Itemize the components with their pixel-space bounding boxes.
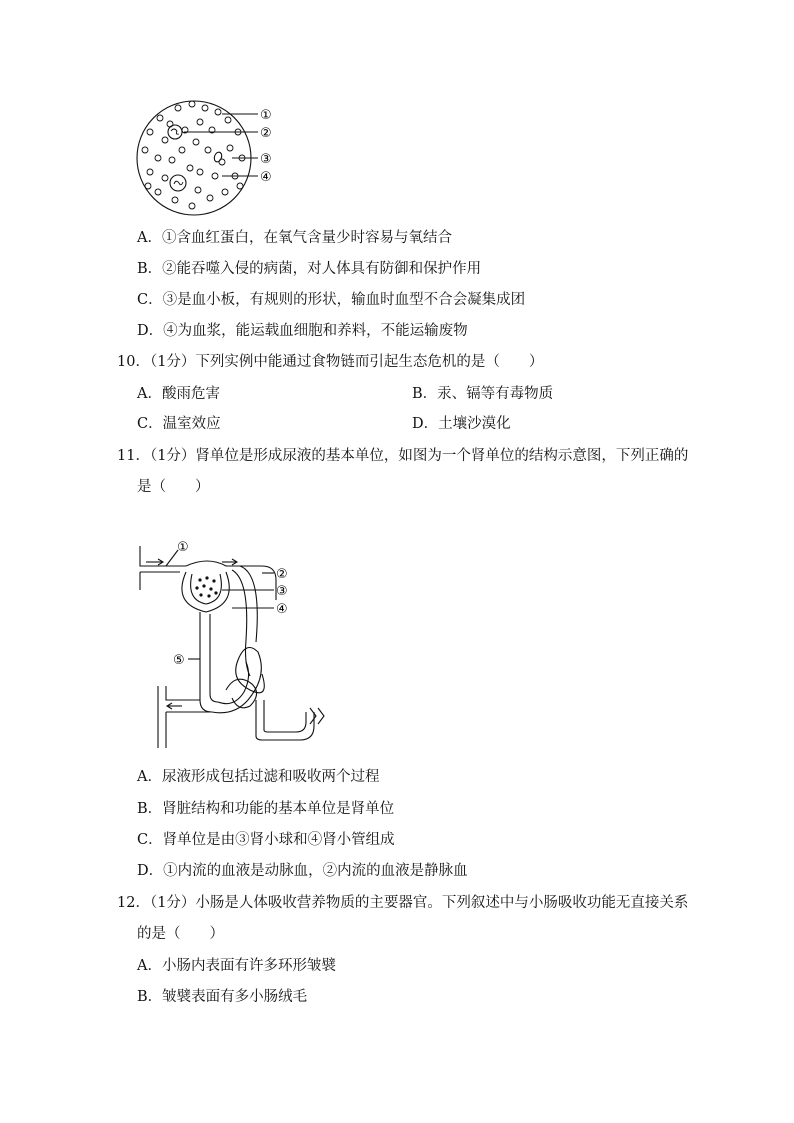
fig2-label-3: ③ xyxy=(276,584,288,599)
q9-option-b: B．②能吞噬入侵的病菌，对人体具有防御和保护作用 xyxy=(137,261,482,277)
q11-option-b: B．肾脏结构和功能的基本单位是肾单位 xyxy=(137,801,395,817)
q11-option-d: D．①内流的血液是动脉血，②内流的血液是静脉血 xyxy=(137,863,468,879)
fig2-label-5: ⑤ xyxy=(173,653,185,668)
fig2-label-4: ④ xyxy=(276,602,288,617)
q12-stem-line2: 的是（ ） xyxy=(137,926,224,942)
q10-option-d: D．土壤沙漠化 xyxy=(412,416,511,432)
q12-option-a: A．小肠内表面有许多环形皱襞 xyxy=(137,958,336,974)
q10-option-a: A．酸雨危害 xyxy=(137,386,220,402)
q9-option-a: A．①含血红蛋白，在氧气含量少时容易与氧结合 xyxy=(137,230,452,246)
white-blood-cell xyxy=(170,175,186,191)
nephron-figure xyxy=(140,546,324,748)
q9-option-c: C．③是血小板，有规则的形状，输血时血型不合会凝集成团 xyxy=(137,292,526,308)
q11-stem-line1: 11．（1分）肾单位是形成尿液的基本单位，如图为一个肾单位的结构示意图，下列正确的 xyxy=(117,448,689,464)
fig1-label-4: ④ xyxy=(260,170,272,185)
fig1-label-2: ② xyxy=(260,126,272,141)
fig1-label-3: ③ xyxy=(260,152,272,167)
q12-option-b: B．皱襞表面有多小肠绒毛 xyxy=(137,989,308,1005)
q10-option-c: C．温室效应 xyxy=(137,416,221,432)
platelet xyxy=(213,151,223,163)
q10-option-b: B．汞、镉等有毒物质 xyxy=(412,386,554,402)
fig1-label-1: ① xyxy=(260,108,272,123)
q9-option-d: D．④为血浆，能运载血细胞和养料，不能运输废物 xyxy=(137,323,468,339)
q10-stem: 10．（1分）下列实例中能通过食物链而引起生态危机的是（ ） xyxy=(117,354,544,370)
q12-stem-line1: 12．（1分）小肠是人体吸收营养物质的主要器官。下列叙述中与小肠吸收功能无直接关系 xyxy=(117,895,689,911)
red-blood-cells xyxy=(142,101,245,209)
q11-stem-line2: 是（ ） xyxy=(137,479,210,495)
fig2-label-2: ② xyxy=(276,567,288,582)
q11-option-a: A．尿液形成包括过滤和吸收两个过程 xyxy=(137,769,380,785)
q11-option-c: C．肾单位是由③肾小球和④肾小管组成 xyxy=(137,832,395,848)
fig2-label-1: ① xyxy=(177,540,189,555)
white-blood-cell xyxy=(168,125,182,139)
